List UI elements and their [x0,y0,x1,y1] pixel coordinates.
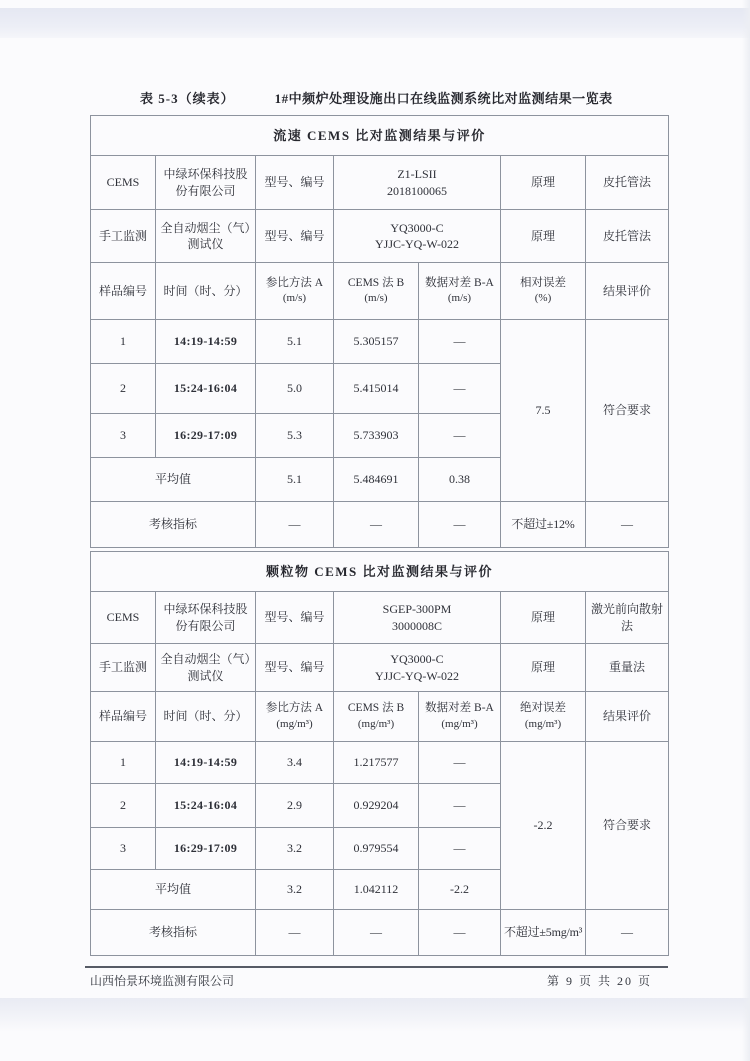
model-value: Z1-LSII [397,167,437,182]
pm-column-header-row [91,692,669,742]
assessment-limit-cell: 不超过±12% [501,502,586,548]
cems-value-cell: — [334,502,419,548]
col-sample-no: 样品编号 [91,263,156,320]
col-ref-method: 参比方法 A (mg/m³) [256,692,334,742]
principle-label-cell: 原理 [501,210,586,263]
instrument-cell: 全自动烟尘（气）测试仪 [156,210,256,263]
footer-page-number: 第 9 页 共 20 页 [546,974,652,988]
time-cell: 14:19-14:59 [156,742,256,784]
assessment-label-cell: 考核指标 [91,910,256,956]
principle-label-cell: 原理 [501,156,586,210]
model-value: YQ3000-C [390,652,444,667]
time-cell: 15:24-16:04 [156,784,256,828]
instrument-cell: 中绿环保科技股份有限公司 [156,592,256,644]
diff-value-cell: — [419,910,501,956]
serial-value: YJJC-YQ-W-022 [375,668,459,683]
average-label-cell: 平均值 [91,458,256,502]
cems-value-cell: 1.217577 [334,742,419,784]
cems-value-cell: 1.042112 [334,870,419,910]
result-merged-cell: 符合要求 [586,742,669,910]
pm-section-title: 颗粒物 CEMS 比对监测结果与评价 [91,552,669,592]
cems-value-cell: 0.979554 [334,828,419,870]
flow-sample-row-1 [91,320,669,364]
diff-value-cell: — [419,320,501,364]
col-sample-no: 样品编号 [91,692,156,742]
scan-artifact-bottom-band [0,998,750,1032]
principle-value-cell: 重量法 [586,644,669,692]
principle-label-cell: 原理 [501,592,586,644]
page-title-bar [90,88,668,107]
pm-cems-table [90,551,669,956]
ref-value-cell: 5.1 [256,320,334,364]
result-merged-cell: 符合要求 [586,320,669,502]
pm-equipment-row-cems [91,592,669,644]
flow-equipment-row-cems [91,156,669,210]
model-serial-cell [334,592,501,644]
sample-no-cell: 2 [91,364,156,414]
assessment-limit-cell: 不超过±5mg/m³ [501,910,586,956]
pm-assessment-row [91,910,669,956]
assessment-result-cell: — [586,502,669,548]
model-label-cell: 型号、编号 [256,644,334,692]
footer-company: 山西怡景环境监测有限公司 [90,974,235,988]
ref-value-cell: — [256,910,334,956]
principle-value-cell: 激光前向散射法 [586,592,669,644]
col-time: 时间（时、分） [156,263,256,320]
time-cell: 14:19-14:59 [156,320,256,364]
col-error: 绝对误差 (mg/m³) [501,692,586,742]
col-data-diff: 数据对差 B-A (mg/m³) [419,692,501,742]
sample-no-cell: 2 [91,784,156,828]
model-value: SGEP-300PM [382,602,452,617]
cems-value-cell: 5.305157 [334,320,419,364]
cems-value-cell: — [334,910,419,956]
col-ref-method: 参比方法 A (m/s) [256,263,334,320]
sample-no-cell: 1 [91,320,156,364]
source-cell: 手工监测 [91,210,156,263]
ref-value-cell: 5.0 [256,364,334,414]
model-label-cell: 型号、编号 [256,210,334,263]
ref-value-cell: 5.1 [256,458,334,502]
model-serial-cell [334,156,501,210]
col-time: 时间（时、分） [156,692,256,742]
table-label: 表 5-3（续表） [140,91,235,106]
ref-value-cell: 3.2 [256,870,334,910]
model-serial-cell [334,210,501,263]
col-data-diff: 数据对差 B-A (m/s) [419,263,501,320]
scan-artifact-top-band [0,8,750,38]
flow-cems-table [90,115,669,548]
sample-no-cell: 3 [91,414,156,458]
col-result: 结果评价 [586,263,669,320]
principle-value-cell: 皮托管法 [586,156,669,210]
pm-section-row [91,552,669,592]
model-value: YQ3000-C [390,220,444,235]
cems-value-cell: 0.929204 [334,784,419,828]
flow-section-row [91,116,669,156]
diff-value-cell: — [419,742,501,784]
absolute-error-merged-cell: -2.2 [501,742,586,910]
flow-assessment-row [91,502,669,548]
source-cell: CEMS [91,156,156,210]
time-cell: 16:29-17:09 [156,414,256,458]
ref-value-cell: 3.2 [256,828,334,870]
ref-value-cell: 2.9 [256,784,334,828]
col-cems-method: CEMS 法 B (m/s) [334,263,419,320]
footer-divider [85,966,668,968]
average-label-cell: 平均值 [91,870,256,910]
serial-value: YJJC-YQ-W-022 [375,237,459,251]
ref-value-cell: 5.3 [256,414,334,458]
col-result: 结果评价 [586,692,669,742]
col-error: 相对误差 (%) [501,263,586,320]
col-cems-method: CEMS 法 B (mg/m³) [334,692,419,742]
flow-equipment-row-manual [91,210,669,263]
relative-error-merged-cell: 7.5 [501,320,586,502]
ref-value-cell: 3.4 [256,742,334,784]
cems-value-cell: 5.733903 [334,414,419,458]
document-body [90,115,668,959]
sample-no-cell: 1 [91,742,156,784]
principle-label-cell: 原理 [501,644,586,692]
assessment-label-cell: 考核指标 [91,502,256,548]
instrument-cell: 全自动烟尘（气）测试仪 [156,644,256,692]
model-label-cell: 型号、编号 [256,156,334,210]
assessment-result-cell: — [586,910,669,956]
time-cell: 16:29-17:09 [156,828,256,870]
model-serial-cell [334,644,501,692]
source-cell: 手工监测 [91,644,156,692]
serial-value: 3000008C [391,618,442,633]
pm-sample-row-1 [91,742,669,784]
diff-value-cell: -2.2 [419,870,501,910]
model-label-cell: 型号、编号 [256,592,334,644]
sample-no-cell: 3 [91,828,156,870]
instrument-cell: 中绿环保科技股份有限公司 [156,156,256,210]
source-cell: CEMS [91,592,156,644]
pm-equipment-row-manual [91,644,669,692]
diff-value-cell: — [419,502,501,548]
flow-column-header-row [91,263,669,320]
cems-value-cell: 5.415014 [334,364,419,414]
diff-value-cell: — [419,828,501,870]
diff-value-cell: — [419,364,501,414]
time-cell: 15:24-16:04 [156,364,256,414]
diff-value-cell: — [419,784,501,828]
diff-value-cell: 0.38 [419,458,501,502]
principle-value-cell: 皮托管法 [586,210,669,263]
diff-value-cell: — [419,414,501,458]
page-title: 1#中频炉处理设施出口在线监测系统比对监测结果一览表 [274,91,613,106]
serial-value: 2018100065 [387,183,447,198]
scan-artifact-right-edge [742,0,750,1061]
ref-value-cell: — [256,502,334,548]
flow-section-title: 流速 CEMS 比对监测结果与评价 [91,116,669,156]
cems-value-cell: 5.484691 [334,458,419,502]
